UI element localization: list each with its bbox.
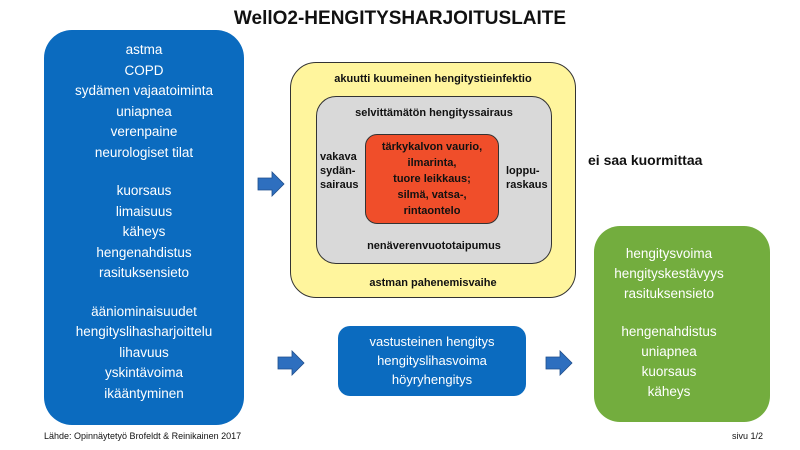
- list-item: ääniominaisuudet: [91, 303, 197, 319]
- middle-right-label: loppu- raskaus: [506, 165, 548, 191]
- list-item: hengityslihasharjoittelu: [75, 324, 213, 339]
- list-item: neurologiset tilat: [94, 144, 194, 160]
- methods-box: [338, 326, 526, 396]
- list-item: COPD: [124, 62, 164, 78]
- list-item: astma: [125, 42, 163, 57]
- arrow-right-icon: [546, 351, 572, 375]
- list-item: uniapnea: [116, 103, 172, 119]
- list-item: uniapnea: [641, 344, 697, 359]
- list-item: kuorsaus: [116, 183, 172, 198]
- list-item: höyryhengitys: [391, 372, 473, 387]
- warning-text: ei saa kuormittaa: [588, 152, 703, 168]
- page-title: WellO2-HENGITYSHARJOITUSLAITE: [233, 8, 567, 29]
- list-item: hengenahdistus: [621, 324, 717, 339]
- middle-left-label: vakava sydän- sairaus: [320, 151, 359, 191]
- page-number: sivu 1/2: [732, 431, 764, 441]
- list-item: vastusteinen hengitys: [369, 334, 495, 349]
- source-note: Lähde: Opinnäytetyö Brofeldt & Reinikainen 2017: [44, 431, 242, 441]
- list-item: verenpaine: [110, 124, 178, 139]
- list-item: hengityskestävyys: [614, 266, 724, 281]
- arrow-right-icon: [278, 351, 304, 375]
- arrow-right-icon: [258, 172, 284, 196]
- list-item: limaisuus: [115, 203, 173, 219]
- list-item: kuorsaus: [641, 364, 697, 379]
- outer-top-label: akuutti kuumeinen hengitystieinfektio: [334, 73, 532, 85]
- list-item: lihavuus: [119, 344, 169, 360]
- list-item: käheys: [647, 384, 691, 399]
- contraindication-inner-box: tärkykalvon vaurio, ilmarinta, tuore leikkaus; silmä, vatsa-, rintaontelo: [365, 134, 499, 224]
- middle-top-label: selvittämätön hengityssairaus: [355, 107, 513, 119]
- list-item: yskintävoima: [104, 365, 184, 380]
- middle-bottom-label: nenäverenvuototaipumus: [367, 240, 501, 252]
- list-item: rasituksensieto: [98, 265, 190, 280]
- list-item: käheys: [122, 224, 166, 239]
- list-item: sydämen vajaatoiminta: [74, 83, 214, 98]
- list-item: hengenahdistus: [96, 244, 192, 260]
- list-item: hengitysvoima: [625, 246, 713, 261]
- outer-bottom-label: astman pahenemisvaihe: [369, 277, 497, 289]
- list-item: hengityslihasvoima: [377, 353, 487, 368]
- list-item: ikääntyminen: [104, 385, 184, 401]
- results-box: [594, 226, 770, 422]
- list-item: rasituksensieto: [623, 286, 715, 301]
